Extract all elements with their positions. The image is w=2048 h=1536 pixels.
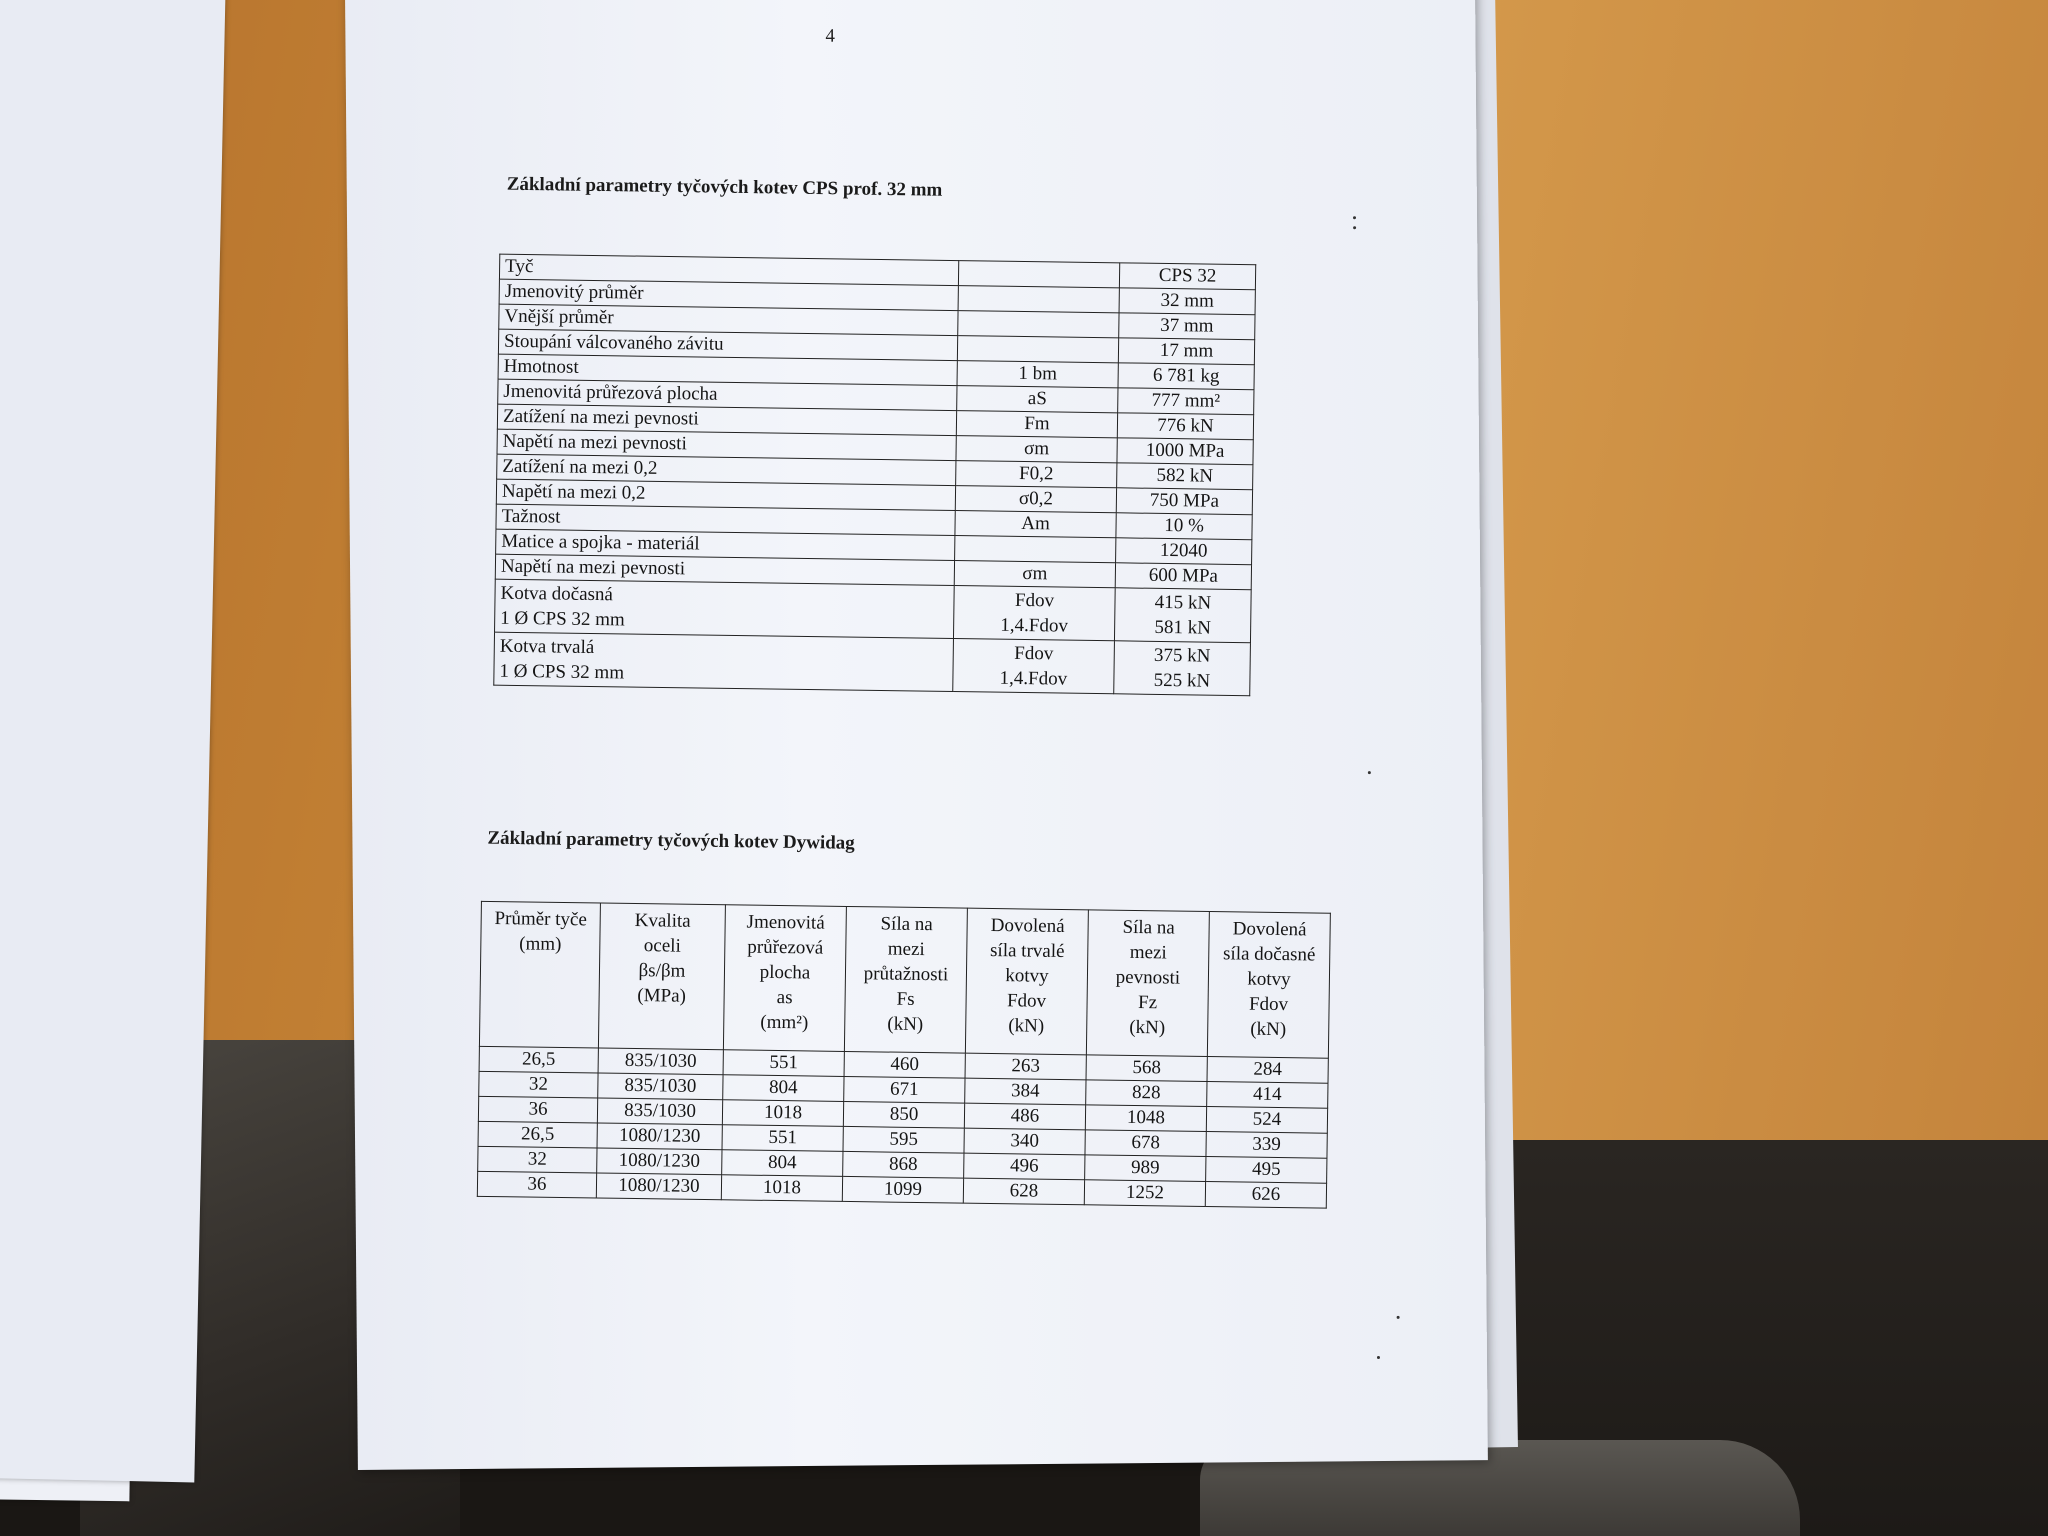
- parameter-name: Zatížení na mezi 0,2: [497, 454, 956, 485]
- table-cell: 595: [843, 1126, 964, 1153]
- parameter-name: Zatížení na mezi pevnosti: [497, 404, 956, 435]
- anchor-value-line: 581 kN: [1154, 616, 1212, 639]
- anchor-value-line: 525 kN: [1153, 669, 1211, 692]
- table-cell: 678: [1085, 1130, 1206, 1157]
- table-cell: 1099: [842, 1176, 963, 1203]
- parameter-symbol: [955, 536, 1116, 563]
- parameter-symbol: Am: [955, 511, 1116, 538]
- table-cell: 1252: [1084, 1180, 1205, 1207]
- parameter-symbol: σ0,2: [955, 486, 1116, 513]
- parameter-symbol: [957, 336, 1118, 363]
- table-cell: 671: [844, 1076, 965, 1103]
- parameter-value: 12040: [1116, 538, 1252, 565]
- parameter-value: 6 781 kg: [1118, 363, 1254, 390]
- table-cell: 32: [479, 1071, 598, 1098]
- column-header-line: Dovolená: [990, 914, 1065, 937]
- dywidag-parameters-table: [477, 901, 1331, 1209]
- column-header: [598, 903, 725, 1050]
- parameter-name: Jmenovitá průřezová plocha: [498, 379, 957, 410]
- parameter-value: 750 MPa: [1116, 488, 1252, 515]
- column-header-line: Dovolená: [1232, 918, 1307, 941]
- table-cell: 628: [963, 1178, 1084, 1205]
- anchor-symbol-line: Fdov: [1014, 589, 1055, 612]
- table-cell: 340: [964, 1128, 1085, 1155]
- parameter-value: 17 mm: [1118, 338, 1254, 365]
- column-header: [723, 905, 846, 1052]
- parameter-symbol: [958, 286, 1119, 313]
- print-speck: [1368, 771, 1371, 774]
- column-header-line: průřezová: [747, 936, 824, 959]
- parameter-value: 10 %: [1116, 513, 1252, 540]
- table-cell: 835/1030: [598, 1073, 723, 1100]
- column-header-line: Fdov: [1006, 990, 1047, 1012]
- column-header-line: (kN): [887, 1013, 924, 1036]
- column-header-line: mezi: [887, 938, 925, 961]
- table-cell: 868: [843, 1151, 964, 1178]
- anchor-symbol: [953, 586, 1115, 641]
- anchor-value-line: 415 kN: [1154, 591, 1212, 614]
- column-header: [844, 906, 967, 1053]
- table-cell: 36: [477, 1171, 596, 1198]
- parameter-name: Stoupání válcovaného závitu: [498, 329, 957, 360]
- column-header-line: Fz: [1137, 992, 1158, 1014]
- column-header-line: (kN): [1250, 1018, 1287, 1041]
- column-header-line: (kN): [1008, 1015, 1045, 1037]
- anchor-value-line: 375 kN: [1153, 644, 1211, 667]
- dywidag-table-title: Základní parametry tyčových kotev Dywidag: [487, 827, 855, 854]
- column-header-line: kotvy: [1247, 968, 1291, 991]
- parameter-value: 582 kN: [1117, 463, 1253, 490]
- parameter-value: CPS 32: [1119, 263, 1255, 290]
- cps-table-title: Základní parametry tyčových kotev CPS prof. 32 mm: [506, 173, 943, 201]
- print-speck: [1353, 226, 1356, 229]
- column-header-line: pevnosti: [1115, 966, 1181, 989]
- print-speck: [1377, 1356, 1380, 1359]
- column-header: [965, 908, 1088, 1055]
- parameter-symbol: [958, 311, 1119, 338]
- column-header-line: kotvy: [1005, 965, 1049, 987]
- table-cell: 460: [844, 1051, 965, 1078]
- column-header-line: (MPa): [637, 985, 687, 1007]
- table-cell: 835/1030: [598, 1048, 723, 1075]
- anchor-name: [494, 632, 954, 691]
- table-cell: 524: [1206, 1107, 1327, 1134]
- parameter-name: Hmotnost: [498, 354, 957, 385]
- parameter-value: 32 mm: [1119, 288, 1255, 315]
- anchor-name-line: Kotva dočasná: [500, 582, 614, 606]
- column-header-line: síla dočasné: [1222, 943, 1316, 966]
- anchor-name-line: Kotva trvalá: [499, 635, 595, 659]
- cps-parameters-table: [493, 254, 1256, 697]
- parameter-name: Matice a spojka - materiál: [496, 529, 955, 560]
- column-header-line: oceli: [643, 935, 681, 957]
- anchor-symbol-line: 1,4.Fdov: [999, 667, 1068, 690]
- table-cell: 1080/1230: [597, 1148, 722, 1175]
- table-cell: 626: [1205, 1181, 1326, 1208]
- parameter-value: 776 kN: [1117, 413, 1253, 440]
- column-header-line: Jmenovitá: [746, 911, 825, 934]
- page-number: 4: [825, 25, 836, 47]
- parameter-symbol: 1 bm: [957, 361, 1118, 388]
- parameter-symbol: Fm: [956, 411, 1117, 438]
- table-cell: 486: [964, 1103, 1085, 1130]
- column-header-line: Síla na: [1122, 916, 1175, 939]
- parameter-name: Vnější průměr: [499, 304, 958, 335]
- anchor-name-line: 1 Ø CPS 32 mm: [499, 660, 625, 684]
- table-cell: 284: [1207, 1057, 1328, 1084]
- table-cell: 1048: [1085, 1105, 1206, 1132]
- parameter-name: Jmenovitý průměr: [499, 279, 958, 310]
- table-cell: 568: [1086, 1055, 1207, 1082]
- column-header: [1086, 910, 1209, 1057]
- table-cell: 804: [722, 1150, 843, 1177]
- parameter-name: Napětí na mezi pevnosti: [497, 429, 956, 460]
- anchor-value: [1114, 588, 1251, 643]
- left-paper-sheet: [0, 0, 226, 1482]
- parameter-name: Tyč: [499, 254, 958, 285]
- column-header-line: průtažnosti: [863, 963, 949, 986]
- parameter-value: 1000 MPa: [1117, 438, 1253, 465]
- parameter-value: 37 mm: [1119, 313, 1255, 340]
- column-header-line: Kvalita: [634, 909, 691, 932]
- table-cell: 551: [723, 1050, 844, 1077]
- column-header-line: síla trvalé: [989, 939, 1065, 962]
- column-header-line: as: [776, 986, 793, 1009]
- table-cell: 26,5: [479, 1046, 598, 1073]
- parameter-symbol: σm: [954, 561, 1115, 588]
- column-header-line: Průměr tyče: [494, 908, 588, 931]
- column-header-line: (kN): [1129, 1016, 1166, 1039]
- table-cell: 1080/1230: [597, 1123, 722, 1150]
- column-header-line: mezi: [1129, 941, 1167, 964]
- column-header: [479, 901, 600, 1048]
- parameter-symbol: [958, 261, 1119, 288]
- parameter-symbol: F0,2: [956, 461, 1117, 488]
- table-cell: 804: [723, 1075, 844, 1102]
- parameter-name: Napětí na mezi pevnosti: [495, 554, 954, 585]
- document-page: [345, 0, 1488, 1470]
- parameter-symbol: aS: [957, 386, 1118, 413]
- anchor-value: [1114, 641, 1251, 696]
- column-header-line: (mm): [519, 933, 562, 955]
- anchor-name: [495, 579, 955, 638]
- table-cell: 384: [965, 1078, 1086, 1105]
- table-cell: 36: [478, 1096, 597, 1123]
- table-cell: 989: [1085, 1155, 1206, 1182]
- column-header-line: (mm²): [760, 1011, 809, 1034]
- table-cell: 1018: [721, 1175, 842, 1202]
- column-header-line: plocha: [759, 961, 811, 984]
- table-cell: 26,5: [478, 1121, 597, 1148]
- print-speck: [1353, 216, 1356, 219]
- anchor-symbol-line: Fdov: [1014, 642, 1054, 665]
- column-header: [1207, 912, 1330, 1059]
- column-header-line: βs/βm: [638, 960, 686, 982]
- column-header-line: Fs: [896, 988, 915, 1010]
- parameter-name: Napětí na mezi 0,2: [496, 479, 955, 510]
- column-header-line: Síla na: [880, 913, 933, 936]
- anchor-symbol-line: 1,4.Fdov: [1000, 614, 1069, 637]
- table-cell: 32: [478, 1146, 597, 1173]
- table-cell: 1080/1230: [596, 1173, 721, 1200]
- table-cell: 496: [964, 1153, 1085, 1180]
- anchor-symbol: [953, 639, 1115, 694]
- table-cell: 850: [843, 1101, 964, 1128]
- table-cell: 495: [1206, 1156, 1327, 1183]
- print-speck: [1397, 1316, 1400, 1319]
- table-cell: 1018: [722, 1100, 843, 1127]
- parameter-value: 600 MPa: [1115, 563, 1251, 590]
- table-cell: 339: [1206, 1131, 1327, 1158]
- table-cell: 551: [722, 1125, 843, 1152]
- parameter-value: 777 mm²: [1118, 388, 1254, 415]
- column-header-line: Fdov: [1248, 993, 1289, 1016]
- table-cell: 828: [1086, 1080, 1207, 1107]
- anchor-row: [494, 632, 1251, 696]
- table-cell: 263: [965, 1053, 1086, 1080]
- table-cell: 835/1030: [597, 1098, 722, 1125]
- parameter-name: Tažnost: [496, 504, 955, 535]
- anchor-name-line: 1 Ø CPS 32 mm: [500, 607, 625, 631]
- parameter-symbol: σm: [956, 436, 1117, 463]
- table-cell: 414: [1207, 1082, 1328, 1109]
